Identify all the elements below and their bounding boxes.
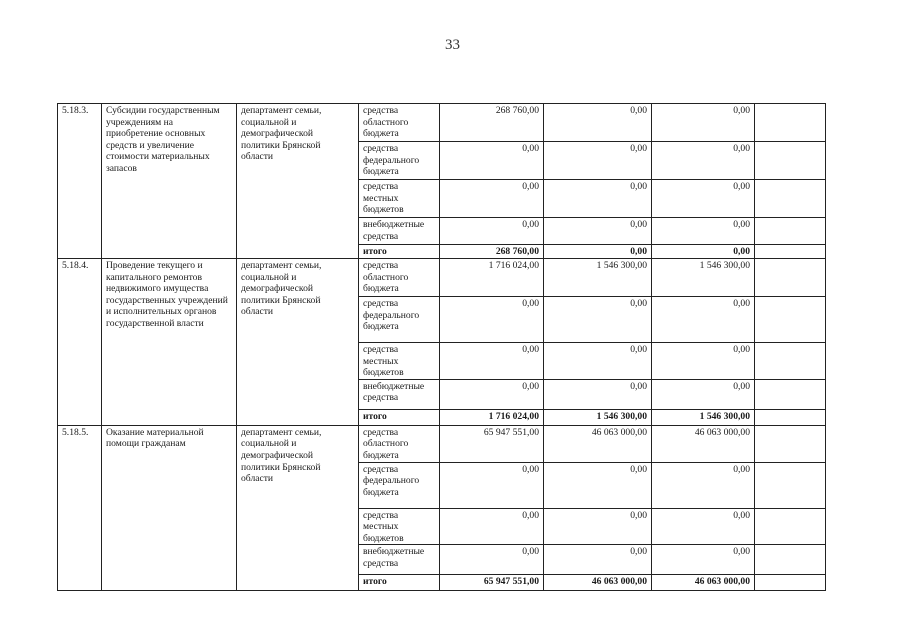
amount-cell: 0,00 bbox=[440, 218, 544, 245]
funding-source: средства областного бюджета bbox=[359, 425, 440, 462]
empty-cell bbox=[755, 462, 826, 508]
amount-cell: 268 760,00 bbox=[440, 104, 544, 142]
item-title: Оказание материальной помощи гражданам bbox=[102, 425, 237, 591]
amount-cell: 1 546 300,00 bbox=[652, 259, 755, 297]
total-amount: 65 947 551,00 bbox=[440, 575, 544, 591]
amount-cell: 0,00 bbox=[544, 104, 652, 142]
amount-cell: 0,00 bbox=[440, 343, 544, 380]
amount-cell: 0,00 bbox=[652, 462, 755, 508]
budget-table bbox=[57, 103, 826, 591]
empty-cell bbox=[755, 379, 826, 409]
amount-cell: 0,00 bbox=[440, 297, 544, 343]
total-amount: 0,00 bbox=[652, 245, 755, 259]
amount-cell: 0,00 bbox=[440, 180, 544, 218]
total-amount: 1 546 300,00 bbox=[652, 409, 755, 425]
amount-cell: 0,00 bbox=[652, 142, 755, 180]
total-amount: 46 063 000,00 bbox=[544, 575, 652, 591]
amount-cell: 0,00 bbox=[544, 142, 652, 180]
item-department: департамент семьи, социальной и демографической политики Брянской области bbox=[237, 425, 359, 591]
funding-source: средства федерального бюджета bbox=[359, 462, 440, 508]
item-code: 5.18.5. bbox=[58, 425, 102, 591]
item-code: 5.18.4. bbox=[58, 259, 102, 426]
amount-cell: 0,00 bbox=[544, 297, 652, 343]
amount-cell: 46 063 000,00 bbox=[652, 425, 755, 462]
total-label: итого bbox=[359, 245, 440, 259]
empty-cell bbox=[755, 259, 826, 297]
amount-cell: 0,00 bbox=[440, 142, 544, 180]
item-title: Проведение текущего и капитального ремонтов недвижимого имущества государственных учреждений и исполнительных органов государственной власти bbox=[102, 259, 237, 426]
empty-cell bbox=[755, 218, 826, 245]
funding-source: средства местных бюджетов bbox=[359, 343, 440, 380]
amount-cell: 65 947 551,00 bbox=[440, 425, 544, 462]
total-label: итого bbox=[359, 575, 440, 591]
empty-cell bbox=[755, 508, 826, 545]
amount-cell: 0,00 bbox=[652, 508, 755, 545]
funding-source: средства местных бюджетов bbox=[359, 508, 440, 545]
amount-cell: 0,00 bbox=[440, 545, 544, 575]
amount-cell: 0,00 bbox=[544, 462, 652, 508]
amount-cell: 0,00 bbox=[544, 218, 652, 245]
funding-source: средства федерального бюджета bbox=[359, 142, 440, 180]
amount-cell: 0,00 bbox=[652, 379, 755, 409]
amount-cell: 0,00 bbox=[544, 545, 652, 575]
amount-cell: 0,00 bbox=[652, 104, 755, 142]
amount-cell: 1 716 024,00 bbox=[440, 259, 544, 297]
item-department: департамент семьи, социальной и демографической политики Брянской области bbox=[237, 104, 359, 259]
empty-cell bbox=[755, 409, 826, 425]
amount-cell: 0,00 bbox=[544, 343, 652, 380]
total-amount: 0,00 bbox=[544, 245, 652, 259]
empty-cell bbox=[755, 245, 826, 259]
amount-cell: 1 546 300,00 bbox=[544, 259, 652, 297]
amount-cell: 0,00 bbox=[652, 180, 755, 218]
amount-cell: 0,00 bbox=[652, 545, 755, 575]
empty-cell bbox=[755, 180, 826, 218]
amount-cell: 0,00 bbox=[652, 343, 755, 380]
table-row bbox=[58, 425, 826, 462]
funding-source: средства областного бюджета bbox=[359, 104, 440, 142]
empty-cell bbox=[755, 104, 826, 142]
funding-source: внебюджетные средства bbox=[359, 379, 440, 409]
table-row bbox=[58, 104, 826, 142]
total-amount: 268 760,00 bbox=[440, 245, 544, 259]
amount-cell: 0,00 bbox=[440, 508, 544, 545]
funding-source: внебюджетные средства bbox=[359, 218, 440, 245]
empty-cell bbox=[755, 297, 826, 343]
funding-source: средства местных бюджетов bbox=[359, 180, 440, 218]
amount-cell: 0,00 bbox=[544, 180, 652, 218]
amount-cell: 0,00 bbox=[652, 297, 755, 343]
amount-cell: 0,00 bbox=[544, 508, 652, 545]
total-label: итого bbox=[359, 409, 440, 425]
total-amount: 1 546 300,00 bbox=[544, 409, 652, 425]
table-row bbox=[58, 259, 826, 297]
empty-cell bbox=[755, 425, 826, 462]
funding-source: средства федерального бюджета bbox=[359, 297, 440, 343]
item-department: департамент семьи, социальной и демографической политики Брянской области bbox=[237, 259, 359, 426]
amount-cell: 0,00 bbox=[652, 218, 755, 245]
amount-cell: 46 063 000,00 bbox=[544, 425, 652, 462]
item-title: Субсидии государственным учреждениям на приобретение основных средств и увеличение стоимости материальных запасов bbox=[102, 104, 237, 259]
item-code: 5.18.3. bbox=[58, 104, 102, 259]
empty-cell bbox=[755, 575, 826, 591]
amount-cell: 0,00 bbox=[440, 462, 544, 508]
empty-cell bbox=[755, 142, 826, 180]
page-number: 33 bbox=[445, 37, 460, 53]
empty-cell bbox=[755, 343, 826, 380]
total-amount: 1 716 024,00 bbox=[440, 409, 544, 425]
amount-cell: 0,00 bbox=[440, 379, 544, 409]
amount-cell: 0,00 bbox=[544, 379, 652, 409]
empty-cell bbox=[755, 545, 826, 575]
total-amount: 46 063 000,00 bbox=[652, 575, 755, 591]
funding-source: внебюджетные средства bbox=[359, 545, 440, 575]
funding-source: средства областного бюджета bbox=[359, 259, 440, 297]
